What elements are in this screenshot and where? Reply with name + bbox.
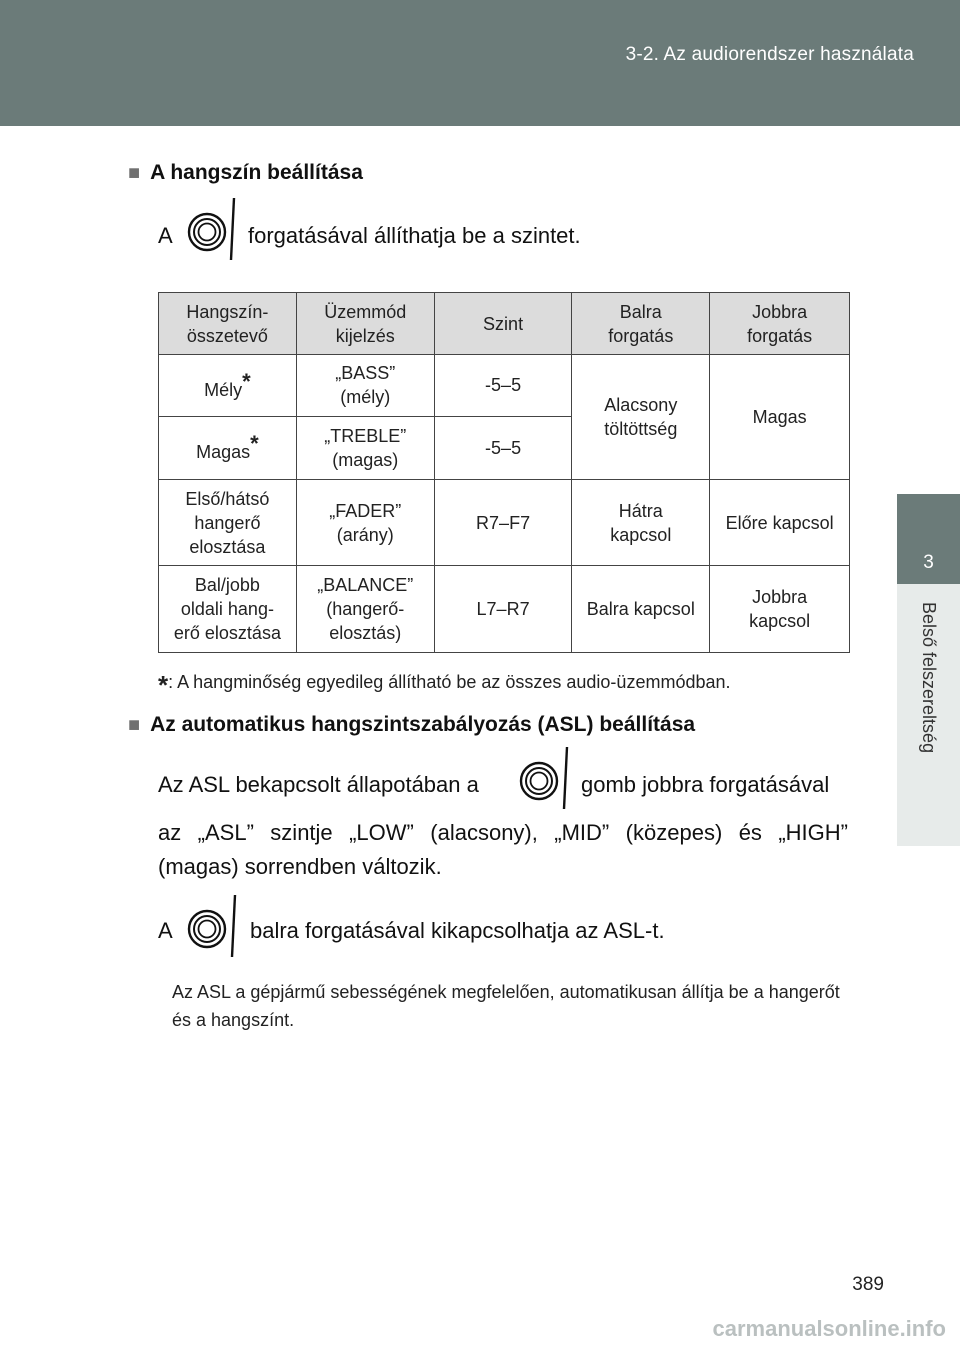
table-cell: Előre kapcsol [710,480,850,566]
table-row [159,355,850,417]
intro-text: forgatásával állíthatja be a szintet. [248,223,581,248]
section-title: Az automatikus hangszintszabályozás (ASL) beállítása [150,713,696,736]
knob-icon [517,745,573,811]
asl-line3-b: balra forgatásával kikapcsolhatja az ASL-t. [250,918,665,943]
tone-table [158,292,850,653]
footnote-text: : A hangminőség egyedileg állítható be az összes audio-üzemmódban. [168,672,731,692]
square-bullet-icon: ■ [128,162,141,184]
knob-icon [186,893,240,959]
header-cell: Üzemmód kijelzés [296,293,434,355]
footnote [158,670,731,701]
page-header [0,0,960,126]
header-title: 3-2. Az audiorendszer használata [625,44,914,65]
header-cell: Szint [434,293,572,355]
table-cell-merged: Magas [710,355,850,480]
asl-line3-a: A [158,918,173,943]
square-bullet-icon: ■ [128,714,141,736]
asl-paragraph: az „ASL” szintje „LOW” (alacsony), „MID” (közepes) és „HIGH” (magas) sorrendben változik. [158,820,848,879]
table-cell: Jobbra kapcsol [710,566,850,653]
page-number: 389 [852,1274,884,1295]
asl-line1-b: gomb jobbra forgatásával [581,772,830,797]
table-cell: Magas* [159,417,297,480]
table-cell: „BALANCE” (hangerő- elosztás) [296,566,434,653]
table-cell: R7–F7 [434,480,572,566]
intro-a: A [158,223,173,248]
knob-icon [186,196,238,262]
chapter-label: Belső felszereltség [919,602,939,754]
table-cell: Hátra kapcsol [572,480,710,566]
table-cell: „FADER” (arány) [296,480,434,566]
table-cell: Mély* [159,355,297,417]
table-cell: L7–R7 [434,566,572,653]
header-cell: Balra forgatás [572,293,710,355]
footnote-star: * [158,670,169,700]
table-cell-merged: Alacsony töltöttség [572,355,710,480]
table-cell: -5–5 [434,355,572,417]
section-heading-asl [128,713,695,737]
table-cell: Bal/jobb oldali hang- erő elosztása [159,566,297,653]
section-heading-tone [128,161,363,185]
asl-line1-a: Az ASL bekapcsolt állapotában a [158,772,479,797]
section-title: A hangszín beállítása [150,161,363,184]
table-cell: Balra kapcsol [572,566,710,653]
chapter-number: 3 [923,552,934,573]
header-cell: Hangszín- összetevő [159,293,297,355]
chapter-tab [897,494,960,584]
watermark: carmanualsonline.info [712,1316,946,1341]
table-row [159,566,850,653]
table-cell: „TREBLE” (magas) [296,417,434,480]
asl-note: Az ASL a gépjármű sebességének megfelelően, automatikusan állítja be a hangerőt és a hangszínt. [172,982,840,1030]
table-header-row [159,293,850,355]
chapter-label-tab [897,584,960,846]
table-cell: „BASS” (mély) [296,355,434,417]
table-cell: Első/hátsó hangerő elosztása [159,480,297,566]
table-cell: -5–5 [434,417,572,480]
header-cell: Jobbra forgatás [710,293,850,355]
table-row [159,480,850,566]
